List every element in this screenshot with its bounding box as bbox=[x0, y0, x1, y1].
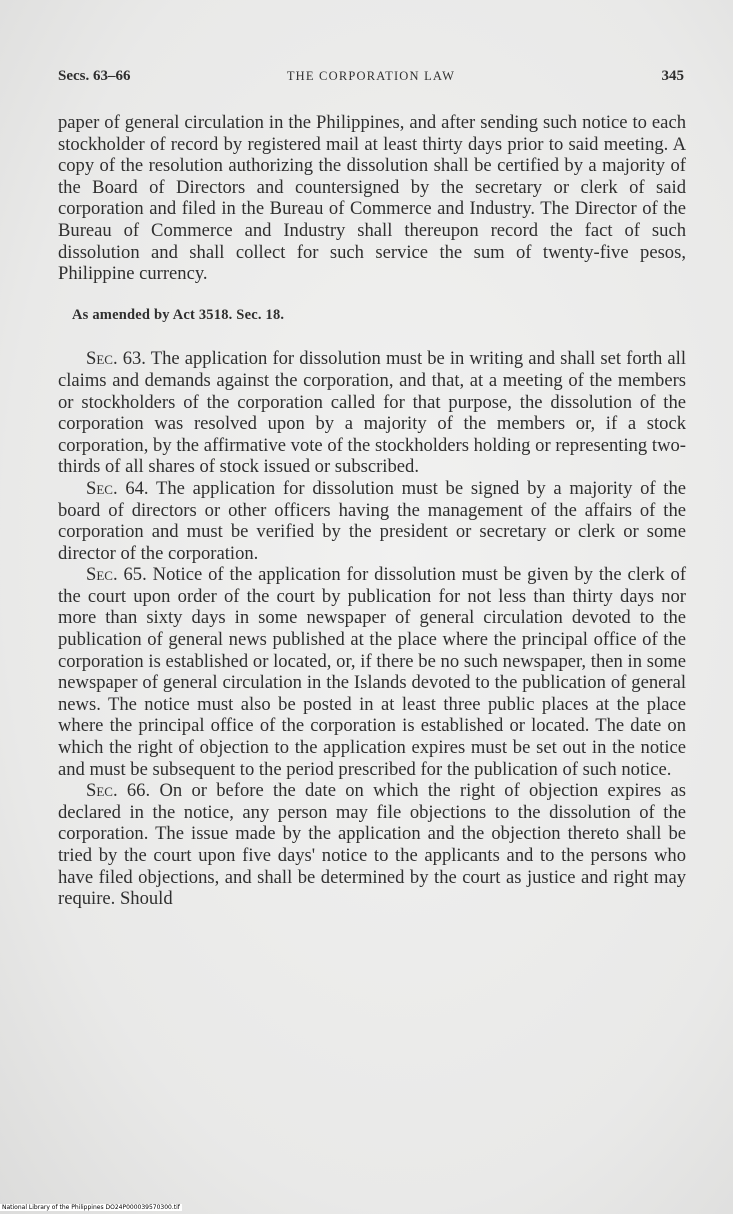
section-63-text: The application for dissolution must be in writing and shall set forth all claims and demands against the corporation, and that, at a meeting of the members or stockholders of the corporation called for that purpose, the dissolution of the corporation was resolved upon by a majority of the members or, if a stock corporation, by the affirmative vote of the stockholders holding or representing two-thirds of all shares of stock issued or subscribed. bbox=[58, 348, 686, 478]
section-66-label: Sec. 66. bbox=[86, 780, 151, 802]
section-65-paragraph bbox=[58, 564, 686, 780]
section-65-text: Notice of the application for dissolution must be given by the clerk of the court upon order of the court by publication for not less than thirty days nor more than sixty days in some newspaper of general circulation devoted to the publication of general news published at the place where the principal office of the corporation is established or located, or, if there be no such newspaper, then in some newspaper of general circulation in the Islands devoted to the publication of general news. The notice must also be posted in at least three public places at the place where the principal office of the corporation is established or located. The date on which the right of objection to the application expires must be set out in the notice and must be subsequent to the period prescribed for the publication of such notice. bbox=[58, 564, 687, 780]
section-64-paragraph bbox=[58, 478, 686, 564]
library-watermark: National Library of the Philippines DO24P000039570300.tif bbox=[2, 1204, 180, 1211]
book-title: THE CORPORATION LAW bbox=[286, 69, 456, 83]
body-text bbox=[58, 112, 686, 910]
section-66-paragraph bbox=[58, 780, 686, 910]
page-number: 345 bbox=[661, 68, 684, 84]
section-64-label: Sec. 64. bbox=[86, 477, 149, 499]
amendment-note: As amended by Act 3518. Sec. 18. bbox=[72, 306, 285, 323]
section-64-text: The application for dissolution must be signed by a majority of the board of directors or other officers having the management of the affairs of the corporation and must be verified by the president or secretary or clerk or some director of the corporation. bbox=[58, 477, 687, 564]
section-63-paragraph bbox=[58, 348, 686, 478]
continuation-paragraph: paper of general circulation in the Philippines, and after sending such notice to each stockholder of record by registered mail at least thirty days prior to said meeting. A copy of the resolution authorizing the dissolution shall be certified by a majority of the Board of Directors and countersigned by the secretary or clerk of said corporation and filed in the Bureau of Commerce and Industry. The Director of the Bureau of Commerce and Industry shall thereupon record the fact of such dissolution and shall collect for such service the sum of twenty-five pesos, Philippine currency. bbox=[58, 112, 686, 285]
section-65-label: Sec. 65. bbox=[86, 564, 147, 586]
section-range: Secs. 63–66 bbox=[58, 68, 131, 84]
running-head bbox=[58, 68, 684, 88]
section-66-text: On or before the date on which the right of objection expires as declared in the notice, any person may file objections to the dissolution of the corporation. The issue made by the application and the objection thereto shall be tried by the court upon five days' notice to the applicants and to the persons who have filed objections, and shall be determined by the court as justice and right may require. Should bbox=[58, 780, 687, 910]
section-63-label: Sec. 63. bbox=[86, 348, 146, 370]
